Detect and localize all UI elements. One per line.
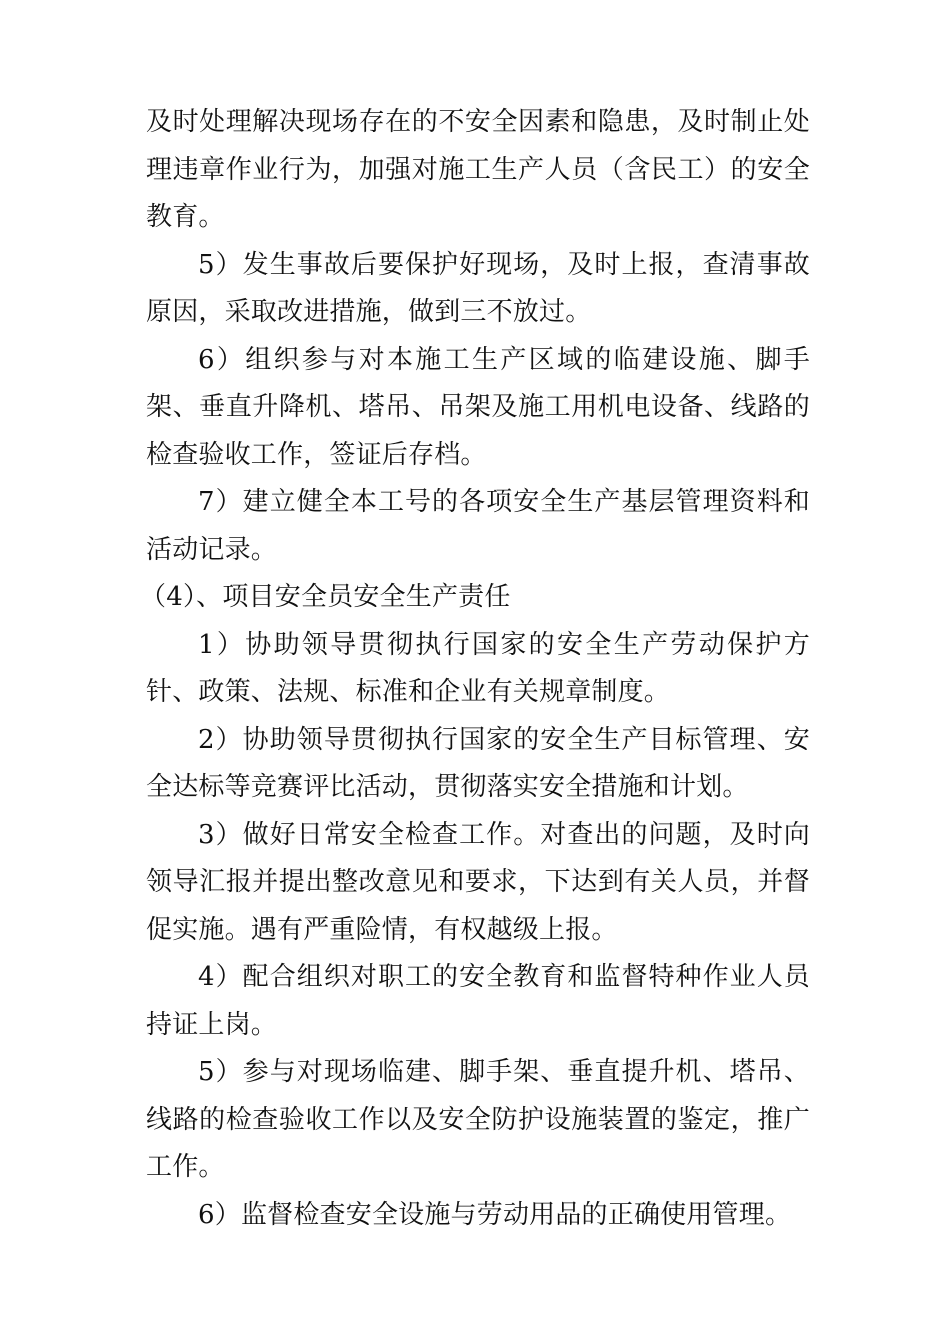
- list-item-6-inspection-acceptance: 6）组织参与对本施工生产区域的临建设施、脚手架、垂直升降机、塔吊、吊架及施工用机电设备、线路的检查验收工作，签证后存档。: [146, 344, 810, 470]
- document-body: [140, 99, 810, 1239]
- list-item-1-assist-policy: 1）协助领导贯彻执行国家的安全生产劳动保护方针、政策、法规、标准和企业有关规章制度。: [146, 629, 810, 707]
- list-item-5-facility-inspection: 5）参与对现场临建、脚手架、垂直提升机、塔吊、线路的检查验收工作以及安全防护设施装置的鉴定，推广工作。: [146, 1057, 810, 1182]
- list-item-2-assist-target-management: 2）协助领导贯彻执行国家的安全生产目标管理、安全达标等竞赛评比活动，贯彻落实安全措施和计划。: [146, 724, 810, 802]
- section-heading-safety-officer: （4）、项目安全员安全生产责任: [140, 582, 511, 612]
- list-item-3-daily-inspection: 3）做好日常安全检查工作。对查出的问题，及时向领导汇报并提出整改意见和要求，下达到有关人员，并督促实施。遇有严重险情，有权越级上报。: [146, 819, 810, 945]
- list-item-7-records: 7）建立健全本工号的各项安全生产基层管理资料和活动记录。: [146, 487, 810, 565]
- list-item-5-accident-reporting: 5）发生事故后要保护好现场，及时上报，查清事故原因，采取改进措施，做到三不放过。: [146, 249, 810, 327]
- list-item-6-supervise-equipment: 6）监督检查安全设施与劳动用品的正确使用管理。: [198, 1199, 792, 1230]
- list-item-4-education-certification: 4）配合组织对职工的安全教育和监督特种作业人员持证上岗。: [146, 962, 810, 1040]
- paragraph-continuation: 及时处理解决现场存在的不安全因素和隐患，及时制止处理违章作业行为，加强对施工生产人员（含民工）的安全教育。: [146, 107, 810, 232]
